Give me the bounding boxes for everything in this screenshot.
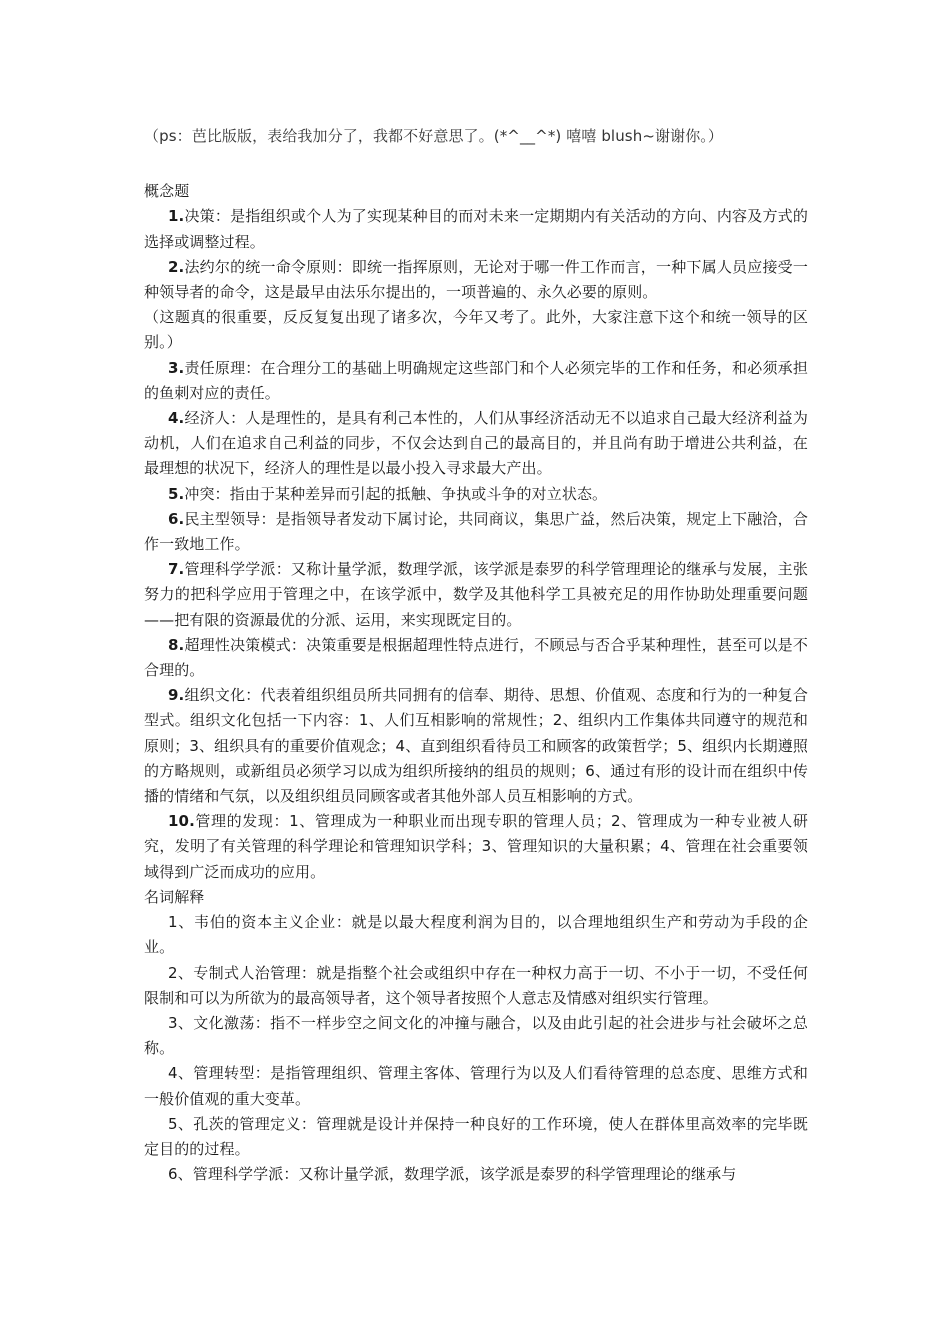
concept-item-text: 决策：是指组织或个人为了实现某种目的而对未来一定期期内有关活动的方向、内容及方式的选择或调整过程。 xyxy=(144,207,808,251)
concept-item-text: 冲突：指由于某种差异而引起的抵触、争执或斗争的对立状态。 xyxy=(184,484,608,503)
term-item-6: 6、管理科学学派：又称计量学派，数理学派，该学派是泰罗的科学管理理论的继承与 xyxy=(168,1165,737,1184)
concepts-heading: 概念题 xyxy=(144,182,190,201)
concept-item-3 xyxy=(144,356,808,406)
term-item-1: 1、韦伯的资本主义企业：就是以最大程度利润为目的，以合理地组织生产和劳动为手段的企业。 xyxy=(144,913,808,957)
term-item-3: 3、文化激荡：指不一样步空之间文化的冲撞与融合，以及由此引起的社会进步与社会破坏之总称。 xyxy=(144,1013,808,1058)
concept-item-text: 组织文化：代表着组织组员所共同拥有的信奉、期待、思想、价值观、态度和行为的一种复合型式。组织文化包括一下内容：1、人们互相影响的常规性；2、组织内工作集体共同遵守的规范和原则；3、组织具有的重要价值观念；4、直到组织看待员工和顾客的政策哲学；5、组织内长期遵照的方略规则，或新组员必须学习以成为组织所接纳的组员的规则；6、通过有形的设计而在组织中传播的情绪和气氛，以及组织组员同顾客或者其他外部人员互相影响的方式。 xyxy=(144,686,808,806)
terms-heading: 名词解释 xyxy=(144,887,205,906)
concept-item-number: 10. xyxy=(168,812,195,831)
concept-item-1 xyxy=(144,204,808,254)
concept-item-text: 管理科学学派：又称计量学派，数理学派，该学派是泰罗的科学管理理论的继承与发展，主张努力的把科学应用于管理之中，在该学派中，数学及其他科学工具被充足的用作协助处理重要问题——把有限的资源最优的分派、运用，来实现既定目的。 xyxy=(144,560,808,629)
concept-item-text: 法约尔的统一命令原则：即统一指挥原则，无论对于哪一件工作而言，一种下属人员应接受一种领导者的命令，这是最早由法乐尔提出的，一项普遍的、永久必要的原则。 xyxy=(144,257,808,302)
concept-item-5 xyxy=(144,482,808,507)
concept-item-9 xyxy=(144,683,808,809)
term-item-5: 5、孔茨的管理定义：管理就是设计并保持一种良好的工作环境，使人在群体里高效率的完毕既定目的的过程。 xyxy=(144,1114,808,1158)
concept-item-number: 8. xyxy=(168,635,185,654)
concept-item-4 xyxy=(144,406,808,482)
concept-item-number: 3. xyxy=(168,358,185,377)
term-item-4: 4、管理转型：是指管理组织、管理主客体、管理行为以及人们看待管理的总态度、思维方式和一般价值观的重大变革。 xyxy=(144,1064,808,1108)
concept-item-number: 6. xyxy=(168,509,185,528)
concept-item-number: 5. xyxy=(168,484,185,503)
concept-item-text: 管理的发现：1、管理成为一种职业而出现专职的管理人员；2、管理成为一种专业被人研究，发明了有关管理的科学理论和管理知识学科；3、管理知识的大量积累；4、管理在社会重要领域得到广泛而成功的应用。 xyxy=(144,812,808,881)
concept-item-8 xyxy=(144,633,808,683)
concept-item-number: 9. xyxy=(168,686,185,705)
concept-item-number: 7. xyxy=(168,560,185,579)
concept-item-text: 责任原理：在合理分工的基础上明确规定这些部门和个人必须完毕的工作和任务，和必须承担的鱼刺对应的责任。 xyxy=(144,358,808,402)
concept-item-number: 1. xyxy=(168,207,185,226)
concept-item-number: 2. xyxy=(168,257,185,276)
concept-item-10 xyxy=(144,809,808,885)
term-item-2: 2、专制式人治管理：就是指整个社会或组织中存在一种权力高于一切、不小于一切，不受任何限制和可以为所欲为的最高领导者，这个领导者按照个人意志及情感对组织实行管理。 xyxy=(144,963,808,1007)
intro-ps-note: （ps：芭比版版，表给我加分了，我都不好意思了。(*^__^*) 嘻嘻 blush~谢谢你。） xyxy=(144,127,724,145)
concept-item-text: 民主型领导：是指领导者发动下属讨论，共同商议，集思广益，然后决策，规定上下融洽，合作一致地工作。 xyxy=(144,509,808,554)
concept-note: （这题真的很重要，反反复复出现了诸多次，今年又考了。此外，大家注意下这个和统一领导的区别。） xyxy=(144,308,808,352)
concept-item-text: 超理性决策模式：决策重要是根据超理性特点进行，不顾忌与否合乎某种理性，甚至可以是不合理的。 xyxy=(144,635,808,680)
concept-item-7 xyxy=(144,557,808,633)
document-page xyxy=(144,124,808,1187)
concept-item-2 xyxy=(144,255,808,305)
concept-item-number: 4. xyxy=(168,409,185,428)
concept-item-text: 经济人：人是理性的，是具有利己本性的，人们从事经济活动无不以追求自己最大经济利益为动机，人们在追求自己利益的同步，不仅会达到自己的最高目的，并且尚有助于增进公共利益，在最理想的状况下，经济人的理性是以最小投入寻求最大产出。 xyxy=(144,409,808,478)
concept-item-6 xyxy=(144,507,808,557)
